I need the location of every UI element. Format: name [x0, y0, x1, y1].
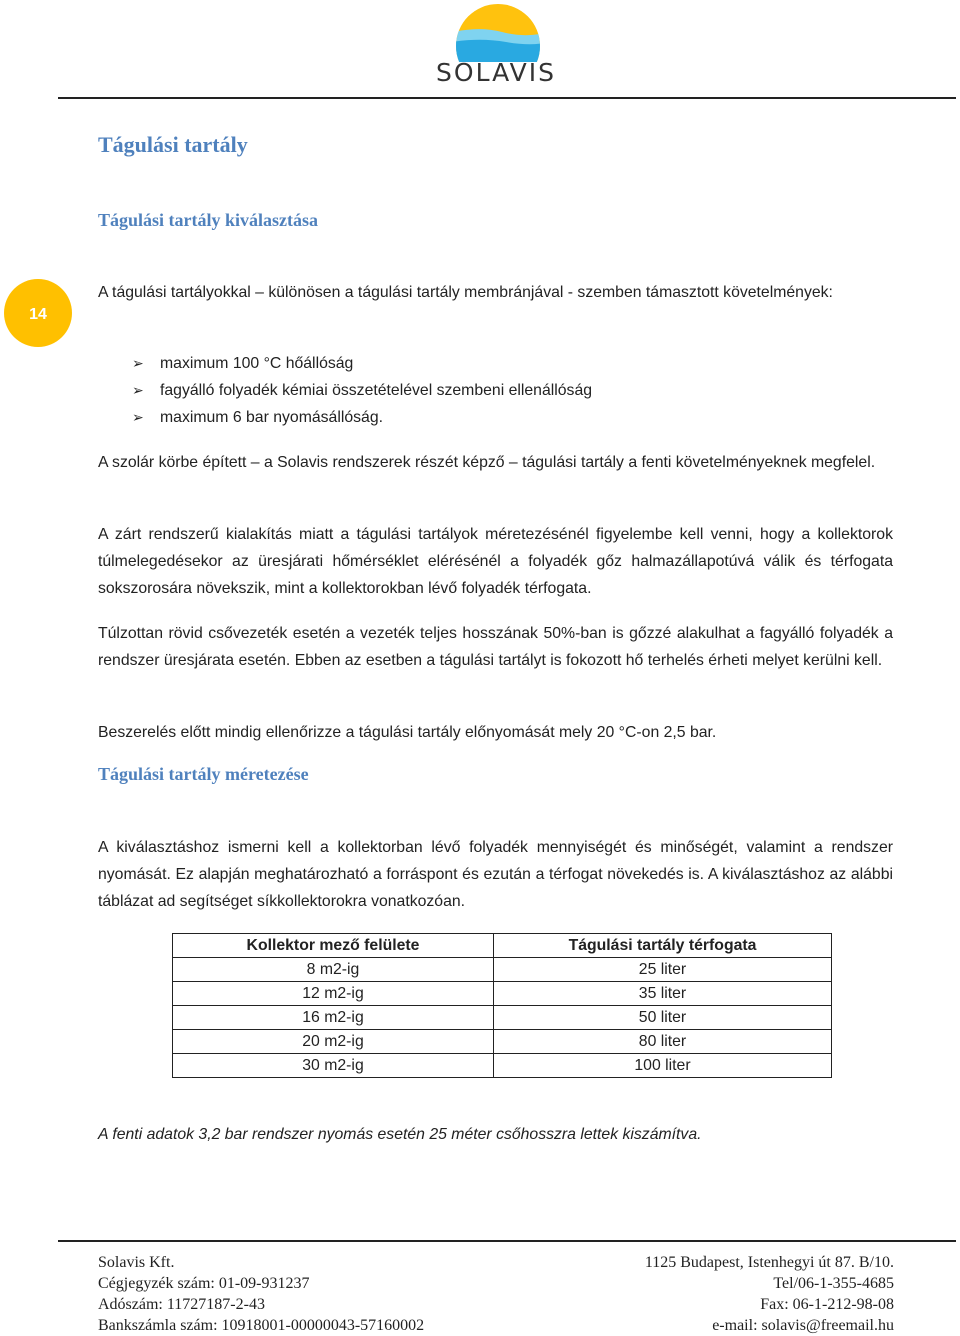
cell-area: 8 m2-ig	[173, 958, 494, 982]
intro-paragraph: A tágulási tartályokkal – különösen a tágulási tartály membránjával - szemben támasztott követelmények:	[98, 284, 833, 301]
footer-rule	[58, 1240, 956, 1242]
arrow-bullet-icon: ➢	[132, 355, 144, 371]
footer-fax: Fax: 06-1-212-98-08	[760, 1296, 894, 1313]
logo-sun-wave-icon	[432, 2, 560, 62]
list-item: ➢ maximum 100 °C hőállóság	[132, 350, 592, 377]
paragraph-closed-system: A zárt rendszerű kialakítás miatt a tágulási tartályok méretezésénél figyelembe kell venni, hogy a kollektorok túlmelegedésekor az üresjárati hőmérséklet elérésénél a folyadék gőz halmazállapotúvá válik és térfogata sokszorosára növekszik, mint a kollektorokban lévő folyadék térfogata.	[98, 526, 893, 597]
section-heading-sizing: Tágulási tartály méretezése	[98, 764, 309, 784]
paragraph-short-pipe: Túlzottan rövid csővezeték esetén a vezeték teljes hosszának 50%-ban is gőzzé alakulhat a fagyálló folyadék a rendszer üresjárata esetén. Ebben az esetben a tágulási tartályt is fokozott hő terhelés érheti melyet kerülni kell.	[98, 625, 893, 669]
cell-volume: 25 liter	[494, 958, 832, 982]
column-header-area: Kollektor mező felülete	[173, 934, 494, 958]
table-row	[173, 958, 832, 982]
cell-volume: 80 liter	[494, 1030, 832, 1054]
arrow-bullet-icon: ➢	[132, 409, 144, 425]
paragraph-sizing: A kiválasztáshoz ismerni kell a kollektorban lévő folyadék mennyiségét és minőségét, valamint a rendszer nyomását. Ez alapján meghatározható a forráspont és ezután a térfogat növekedés is. A kiválasztáshoz az alábbi táblázat ad segítséget síkkollektorokra vonatkozóan.	[98, 839, 893, 910]
requirements-list	[132, 350, 592, 431]
logo-text: SOLAVIS	[436, 58, 556, 87]
section-heading-selection: Tágulási tartály kiválasztása	[98, 210, 319, 230]
footer-email: e-mail: solavis@freemail.hu	[712, 1317, 894, 1334]
table-row	[173, 1054, 832, 1078]
arrow-bullet-icon: ➢	[132, 382, 144, 398]
header-rule	[58, 97, 956, 99]
footer-tax-number: Adószám: 11727187-2-43	[98, 1296, 265, 1313]
table-row	[173, 1006, 832, 1030]
footer-contact-info	[560, 1252, 894, 1336]
paragraph-solavis-compliance: A szolár körbe épített – a Solavis rendszerek részét képző – tágulási tartály a fenti követelményeknek megfelel.	[98, 454, 876, 471]
footer-bank-account: Bankszámla szám: 10918001-00000043-57160002	[98, 1317, 425, 1334]
expansion-volume-table	[172, 933, 832, 1078]
footer-company-name: Solavis Kft.	[98, 1254, 175, 1271]
table-row	[173, 1030, 832, 1054]
list-item: ➢ maximum 6 bar nyomásállóság.	[132, 404, 592, 431]
paragraph-preinstall-check: Beszerelés előtt mindig ellenőrizze a tágulási tartály előnyomását mely 20 °C-on 2,5 bar.	[98, 724, 717, 741]
cell-area: 20 m2-ig	[173, 1030, 494, 1054]
cell-volume: 35 liter	[494, 982, 832, 1006]
cell-volume: 100 liter	[494, 1054, 832, 1078]
cell-area: 12 m2-ig	[173, 982, 494, 1006]
table-header-row	[173, 934, 832, 958]
table-footnote: A fenti adatok 3,2 bar rendszer nyomás esetén 25 méter csőhosszra lettek kiszámítva.	[98, 1126, 702, 1143]
page-number-badge: 14	[4, 279, 72, 347]
cell-volume: 50 liter	[494, 1006, 832, 1030]
list-item: ➢ fagyálló folyadék kémiai összetételével szembeni ellenállóság	[132, 377, 592, 404]
footer-company-info	[98, 1252, 424, 1336]
column-header-volume: Tágulási tartály térfogata	[494, 934, 832, 958]
cell-area: 16 m2-ig	[173, 1006, 494, 1030]
footer-registration: Cégjegyzék szám: 01-09-931237	[98, 1275, 310, 1292]
footer-address: 1125 Budapest, Istenhegyi út 87. B/10.	[644, 1254, 894, 1271]
cell-area: 30 m2-ig	[173, 1054, 494, 1078]
page-title: Tágulási tartály	[98, 132, 248, 157]
footer-phone: Tel/06-1-355-4685	[773, 1275, 894, 1292]
solavis-logo	[432, 2, 560, 88]
table-row	[173, 982, 832, 1006]
